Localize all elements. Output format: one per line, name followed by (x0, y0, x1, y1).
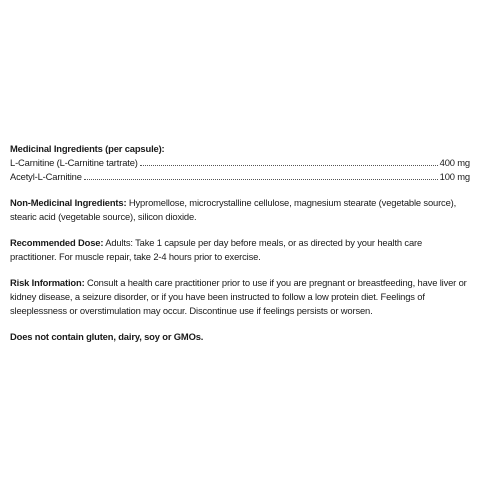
ingredient-amount: 400 mg (439, 157, 470, 168)
non-medicinal-label: Non-Medicinal Ingredients: (10, 197, 127, 208)
allergen-statement: Does not contain gluten, dairy, soy or GMOs. (10, 331, 204, 342)
recommended-dose (10, 236, 470, 264)
dot-leader (140, 165, 438, 166)
ingredient-amount: 100 mg (439, 171, 470, 182)
recommended-dose-text: Adults: Take 1 capsule per day before meals, or as directed by your health care practitioner. For muscle repair, take 2-4 hours prior to exercise. (10, 237, 423, 262)
label-content (10, 142, 470, 344)
non-medicinal-text: Hypromellose, microcrystalline cellulose, magnesium stearate (vegetable source), stearic acid (vegetable source), silicon dioxide. (10, 197, 457, 222)
risk-information (10, 276, 470, 318)
recommended-dose-label: Recommended Dose: (10, 237, 104, 248)
ingredient-name: Acetyl-L-Carnitine (10, 171, 82, 182)
non-medicinal-ingredients (10, 196, 470, 224)
medicinal-ingredients-heading: Medicinal Ingredients (per capsule): (10, 143, 165, 154)
ingredient-row (10, 170, 470, 184)
risk-information-text: Consult a health care practitioner prior to use if you are pregnant or breastfeeding, have liver or kidney disease, a seizure disorder, or if you have been instructed to follow a low protein diet. Feelings of sleeplessness or overstimulation may occur. Discontinue use if feelings persists or worsen. (10, 277, 467, 316)
ingredient-row (10, 156, 470, 170)
risk-information-label: Risk Information: (10, 277, 85, 288)
dot-leader (84, 179, 438, 180)
ingredient-name: L-Carnitine (L-Carnitine tartrate) (10, 157, 138, 168)
